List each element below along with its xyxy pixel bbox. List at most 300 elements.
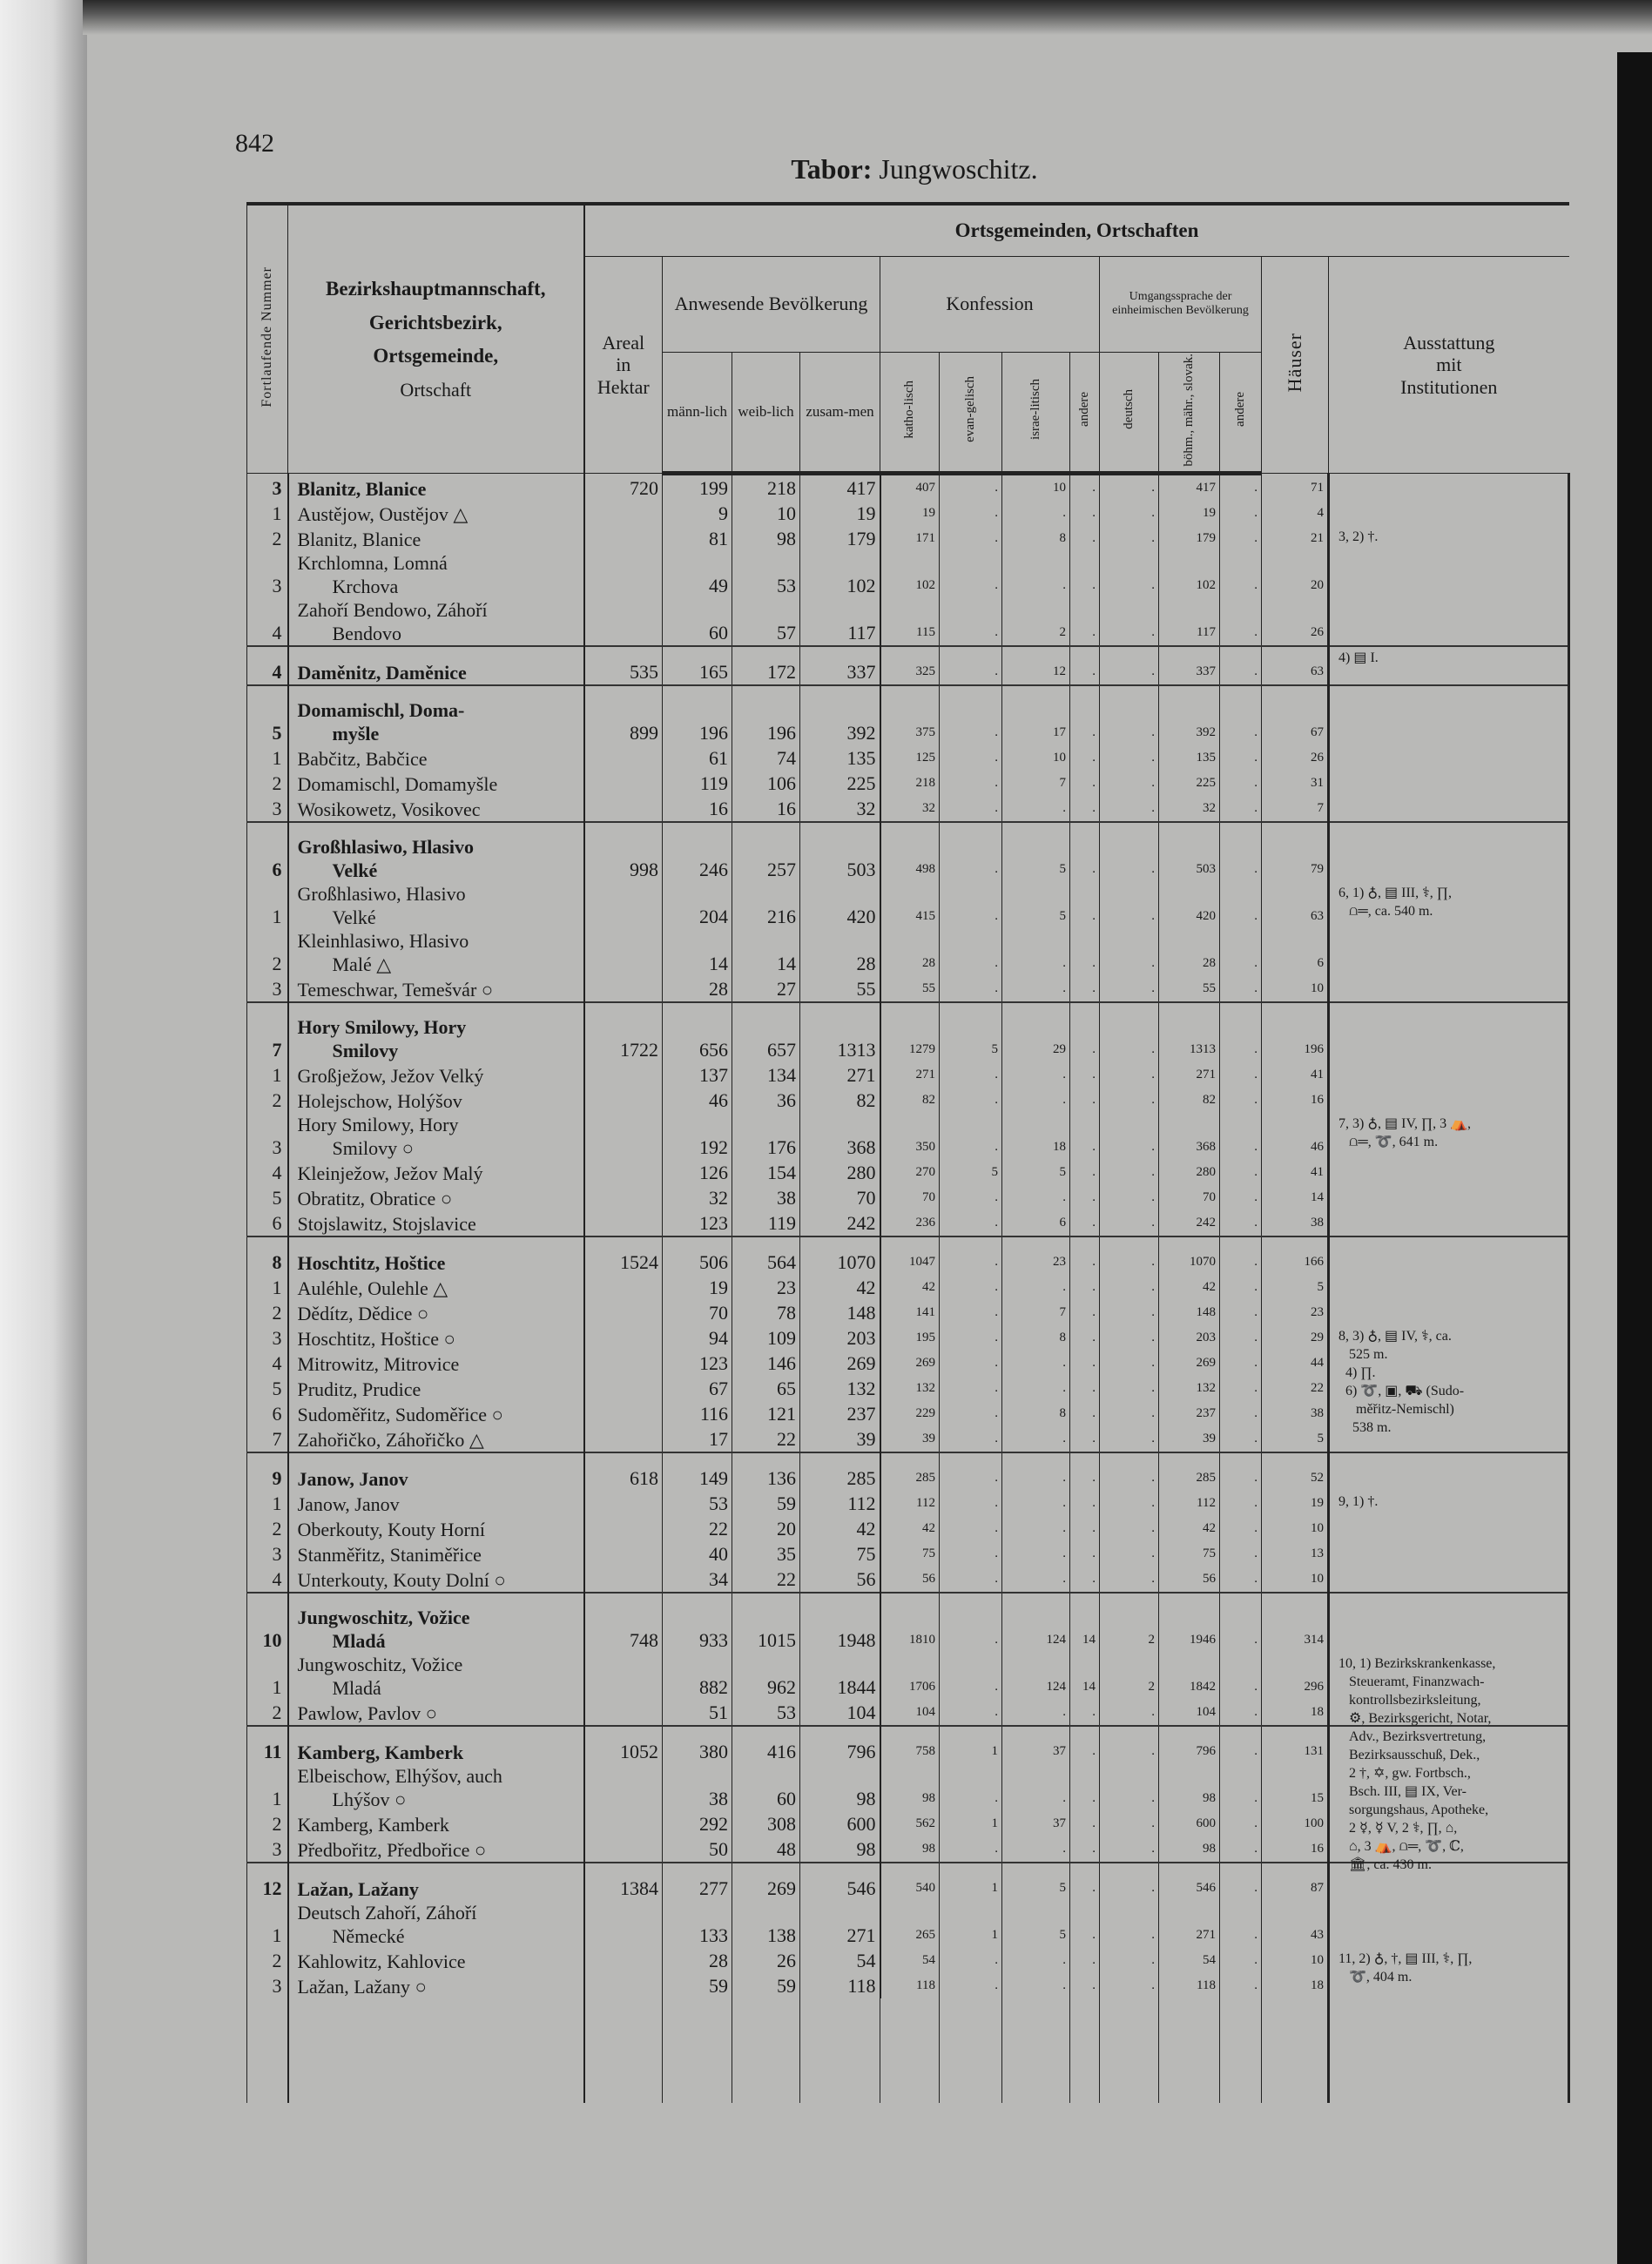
cell-weiblich: 14 — [732, 929, 800, 976]
cell-areal — [584, 1541, 663, 1567]
cell-konf-andere: . — [1070, 976, 1100, 1002]
row-number: 2 — [247, 1700, 288, 1726]
cell-evangelisch: 1 — [940, 1901, 1002, 1948]
cell-evangelisch: . — [940, 796, 1002, 822]
cell-ausstattung — [1329, 1836, 1569, 1863]
cell-areal — [584, 745, 663, 771]
empty-cell — [1329, 1998, 1569, 2103]
table-row-ortsgemeinde — [247, 1593, 1569, 1653]
cell-spr-andere: . — [1220, 598, 1262, 646]
cell-ausstattung — [1329, 1811, 1569, 1836]
place-name — [288, 474, 584, 502]
table-row-ortschaft — [247, 1491, 1569, 1516]
cell-areal — [584, 1113, 663, 1160]
cell-ausstattung — [1329, 929, 1569, 976]
cell-maennlich: 81 — [663, 526, 732, 551]
cell-zusammen: 104 — [800, 1700, 880, 1726]
row-number: 1 — [247, 1062, 288, 1088]
scan-edge-top — [83, 0, 1652, 35]
cell-areal — [584, 1948, 663, 1973]
cell-spr-andere: . — [1220, 1160, 1262, 1185]
cell-katholisch: 75 — [880, 1541, 940, 1567]
cell-haeuser: 18 — [1262, 1700, 1329, 1726]
empty-cell — [663, 1998, 732, 2103]
place-name — [288, 1593, 584, 1653]
place-name-line: Jungwoschitz, Vožice — [297, 1607, 470, 1629]
cell-israelitisch: . — [1002, 1275, 1070, 1300]
table-row-ortschaft — [247, 1948, 1569, 1973]
cell-maennlich: 126 — [663, 1160, 732, 1185]
cell-israelitisch: 6 — [1002, 1210, 1070, 1236]
table-row-ortschaft — [247, 771, 1569, 796]
cell-ausstattung — [1329, 551, 1569, 598]
cell-deutsch: . — [1100, 822, 1159, 882]
cell-zusammen: 135 — [800, 745, 880, 771]
table-row-ortsgemeinde — [247, 474, 1569, 502]
cell-areal — [584, 1901, 663, 1948]
cell-weiblich: 57 — [732, 598, 800, 646]
cell-weiblich: 657 — [732, 1002, 800, 1062]
cell-weiblich: 154 — [732, 1160, 800, 1185]
ausstattung-note: 4) ▤ I. — [1338, 650, 1379, 666]
cell-boehmisch: 42 — [1159, 1275, 1220, 1300]
cell-katholisch: 1279 — [880, 1002, 940, 1062]
cell-konf-andere: . — [1070, 1236, 1100, 1275]
place-name-line: Kamberg, Kamberk — [297, 1814, 449, 1836]
cell-deutsch: . — [1100, 1700, 1159, 1726]
table-row-ortschaft — [247, 501, 1569, 526]
place-name-line: Hoschtitz, Hoštice — [297, 1252, 446, 1275]
cell-katholisch: 1810 — [880, 1593, 940, 1653]
place-name — [288, 1236, 584, 1275]
place-name-line: Lažan, Lažany — [297, 1878, 419, 1901]
table-row-ortschaft — [247, 796, 1569, 822]
cell-areal — [584, 1210, 663, 1236]
place-name-continuation: Velké — [332, 906, 376, 929]
cell-katholisch: 55 — [880, 976, 940, 1002]
cell-konf-andere: . — [1070, 598, 1100, 646]
cell-evangelisch: 1 — [940, 1811, 1002, 1836]
header-spr-andere: andere — [1220, 352, 1262, 474]
cell-israelitisch: . — [1002, 1541, 1070, 1567]
header-deutsch: deutsch — [1100, 352, 1159, 474]
cell-boehmisch: 70 — [1159, 1185, 1220, 1210]
cell-konf-andere: . — [1070, 1351, 1100, 1376]
cell-evangelisch: 5 — [940, 1002, 1002, 1062]
cell-zusammen: 70 — [800, 1185, 880, 1210]
row-number: 6 — [247, 1210, 288, 1236]
cell-deutsch: 2 — [1100, 1653, 1159, 1700]
place-name-line: Temeschwar, Temešvár ○ — [297, 979, 494, 1001]
place-name — [288, 1088, 584, 1113]
place-name — [288, 1062, 584, 1088]
cell-maennlich: 50 — [663, 1836, 732, 1863]
table-row-ortschaft — [247, 1062, 1569, 1088]
cell-israelitisch: 37 — [1002, 1726, 1070, 1764]
cell-deutsch: . — [1100, 501, 1159, 526]
cell-weiblich: 196 — [732, 685, 800, 745]
place-name — [288, 685, 584, 745]
cell-evangelisch: . — [940, 882, 1002, 929]
cell-deutsch: . — [1100, 1376, 1159, 1401]
place-name — [288, 1764, 584, 1811]
header-zusammen: zusam-men — [800, 352, 880, 474]
cell-areal — [584, 1300, 663, 1325]
place-name-line: Janow, Janov — [297, 1493, 400, 1516]
cell-konf-andere: . — [1070, 1401, 1100, 1426]
cell-haeuser: 19 — [1262, 1491, 1329, 1516]
place-name-line: Janow, Janov — [297, 1468, 408, 1491]
place-name — [288, 1516, 584, 1541]
cell-deutsch: . — [1100, 1275, 1159, 1300]
cell-ausstattung — [1329, 745, 1569, 771]
cell-evangelisch: . — [940, 976, 1002, 1002]
cell-ausstattung — [1329, 1236, 1569, 1275]
cell-ausstattung — [1329, 1653, 1569, 1873]
cell-katholisch: 271 — [880, 1062, 940, 1088]
cell-areal: 998 — [584, 822, 663, 882]
cell-maennlich: 196 — [663, 685, 732, 745]
scan-edge-left — [0, 0, 87, 2264]
cell-ausstattung — [1329, 1062, 1569, 1088]
cell-areal — [584, 1376, 663, 1401]
cell-spr-andere: . — [1220, 1973, 1262, 1998]
cell-evangelisch: . — [940, 1653, 1002, 1700]
cell-ausstattung — [1329, 1593, 1569, 1653]
row-number: 5 — [247, 685, 288, 745]
cell-maennlich: 119 — [663, 771, 732, 796]
cell-zusammen: 54 — [800, 1948, 880, 1973]
cell-maennlich: 116 — [663, 1401, 732, 1426]
cell-zusammen: 392 — [800, 685, 880, 745]
cell-deutsch: . — [1100, 771, 1159, 796]
table-header — [247, 204, 1569, 474]
cell-areal — [584, 526, 663, 551]
table-row-ortschaft — [247, 976, 1569, 1002]
cell-israelitisch: . — [1002, 1185, 1070, 1210]
place-name — [288, 526, 584, 551]
header-umgangssprache: Umgangssprache der einheimischen Bevölkerung — [1100, 256, 1262, 352]
cell-ausstattung — [1329, 796, 1569, 822]
scan-edge-right — [1617, 52, 1652, 2264]
empty-cell — [1002, 1998, 1070, 2103]
cell-areal — [584, 882, 663, 929]
cell-spr-andere: . — [1220, 1088, 1262, 1113]
cell-evangelisch: . — [940, 745, 1002, 771]
table-row-ortschaft — [247, 1836, 1569, 1863]
empty-cell — [732, 1998, 800, 2103]
cell-ausstattung — [1329, 822, 1569, 882]
cell-zusammen: 237 — [800, 1401, 880, 1426]
cell-haeuser: 5 — [1262, 1275, 1329, 1300]
cell-maennlich: 506 — [663, 1236, 732, 1275]
cell-evangelisch: . — [940, 1275, 1002, 1300]
cell-spr-andere: . — [1220, 526, 1262, 551]
cell-boehmisch: 368 — [1159, 1113, 1220, 1160]
header-ortsgemeinden: Ortsgemeinden, Ortschaften — [584, 204, 1569, 256]
cell-areal — [584, 1700, 663, 1726]
cell-weiblich: 98 — [732, 526, 800, 551]
cell-areal — [584, 1516, 663, 1541]
cell-israelitisch: . — [1002, 1426, 1070, 1452]
cell-katholisch: 1047 — [880, 1236, 940, 1275]
cell-zusammen: 280 — [800, 1160, 880, 1185]
row-number: 3 — [247, 1113, 288, 1160]
row-number: 3 — [247, 796, 288, 822]
place-name-line: Großhlasiwo, Hlasivo — [297, 883, 466, 906]
cell-deutsch: . — [1100, 685, 1159, 745]
cell-areal — [584, 1491, 663, 1516]
cell-deutsch: . — [1100, 1088, 1159, 1113]
cell-spr-andere: . — [1220, 551, 1262, 598]
place-name — [288, 1325, 584, 1351]
place-name-continuation: Krchova — [332, 576, 399, 598]
cell-areal — [584, 1088, 663, 1113]
place-name — [288, 501, 584, 526]
cell-maennlich: 60 — [663, 598, 732, 646]
cell-zusammen: 225 — [800, 771, 880, 796]
cell-israelitisch: 23 — [1002, 1236, 1070, 1275]
row-number: 2 — [247, 1948, 288, 1973]
table-row-ortschaft — [247, 1160, 1569, 1185]
cell-deutsch: . — [1100, 882, 1159, 929]
cell-areal — [584, 501, 663, 526]
cell-israelitisch: 7 — [1002, 1300, 1070, 1325]
place-name — [288, 1491, 584, 1516]
cell-zusammen: 600 — [800, 1811, 880, 1836]
row-number: 10 — [247, 1593, 288, 1653]
cell-boehmisch: 118 — [1159, 1973, 1220, 1998]
place-name — [288, 646, 584, 685]
cell-haeuser: 31 — [1262, 771, 1329, 796]
cell-ausstattung — [1329, 1901, 1569, 1948]
cell-spr-andere: . — [1220, 771, 1262, 796]
cell-deutsch: . — [1100, 1764, 1159, 1811]
cell-haeuser: 26 — [1262, 745, 1329, 771]
cell-areal — [584, 1275, 663, 1300]
cell-areal: 1052 — [584, 1726, 663, 1764]
row-number: 3 — [247, 551, 288, 598]
cell-weiblich: 38 — [732, 1185, 800, 1210]
cell-haeuser: 41 — [1262, 1062, 1329, 1088]
cell-weiblich: 36 — [732, 1088, 800, 1113]
cell-areal: 618 — [584, 1452, 663, 1491]
cell-weiblich: 308 — [732, 1811, 800, 1836]
cell-konf-andere: . — [1070, 1113, 1100, 1160]
place-name — [288, 1376, 584, 1401]
cell-spr-andere: . — [1220, 1426, 1262, 1452]
cell-konf-andere: . — [1070, 1726, 1100, 1764]
cell-evangelisch: . — [940, 1700, 1002, 1726]
cell-haeuser: 10 — [1262, 1516, 1329, 1541]
cell-boehmisch: 1070 — [1159, 1236, 1220, 1275]
cell-katholisch: 98 — [880, 1764, 940, 1811]
cell-evangelisch: . — [940, 685, 1002, 745]
header-boehmisch: böhm., mähr., slovak. — [1159, 352, 1220, 474]
cell-zusammen: 417 — [800, 474, 880, 502]
cell-konf-andere: . — [1070, 1325, 1100, 1351]
cell-spr-andere: . — [1220, 882, 1262, 929]
cell-zusammen: 420 — [800, 882, 880, 929]
cell-boehmisch: 1313 — [1159, 1002, 1220, 1062]
place-name-line: Holejschow, Holýšov — [297, 1090, 462, 1113]
cell-maennlich: 59 — [663, 1973, 732, 1998]
cell-haeuser: 71 — [1262, 474, 1329, 502]
cell-haeuser: 16 — [1262, 1836, 1329, 1863]
cell-konf-andere: . — [1070, 822, 1100, 882]
place-name-line: Jungwoschitz, Vožice — [297, 1654, 463, 1676]
cell-haeuser: 67 — [1262, 685, 1329, 745]
place-name-line: Domamischl, Doma- — [297, 699, 465, 722]
cell-haeuser: 41 — [1262, 1160, 1329, 1185]
cell-spr-andere: . — [1220, 1541, 1262, 1567]
cell-israelitisch: . — [1002, 1452, 1070, 1491]
place-name-line: Großhlasiwo, Hlasivo — [297, 836, 475, 859]
cell-katholisch: 540 — [880, 1863, 940, 1901]
cell-weiblich: 119 — [732, 1210, 800, 1236]
cell-deutsch: . — [1100, 1160, 1159, 1185]
cell-evangelisch: . — [940, 1351, 1002, 1376]
cell-israelitisch: 10 — [1002, 474, 1070, 502]
cell-zusammen: 28 — [800, 929, 880, 976]
place-name — [288, 551, 584, 598]
cell-evangelisch: . — [940, 551, 1002, 598]
cell-katholisch: 270 — [880, 1160, 940, 1185]
cell-deutsch: . — [1100, 551, 1159, 598]
cell-katholisch: 1706 — [880, 1653, 940, 1700]
cell-israelitisch: . — [1002, 1376, 1070, 1401]
cell-spr-andere: . — [1220, 796, 1262, 822]
cell-areal — [584, 976, 663, 1002]
cell-deutsch: . — [1100, 1351, 1159, 1376]
table-row-ortsgemeinde — [247, 646, 1569, 685]
cell-zusammen: 546 — [800, 1863, 880, 1901]
cell-deutsch: . — [1100, 1973, 1159, 1998]
cell-zusammen: 368 — [800, 1113, 880, 1160]
cell-evangelisch: . — [940, 598, 1002, 646]
cell-haeuser: 196 — [1262, 1002, 1329, 1062]
cell-deutsch: . — [1100, 1062, 1159, 1088]
place-name — [288, 745, 584, 771]
cell-deutsch: . — [1100, 745, 1159, 771]
cell-ausstattung — [1329, 1185, 1569, 1210]
row-number: 1 — [247, 501, 288, 526]
empty-cell — [584, 1998, 663, 2103]
cell-katholisch: 171 — [880, 526, 940, 551]
cell-boehmisch: 112 — [1159, 1491, 1220, 1516]
cell-boehmisch: 135 — [1159, 745, 1220, 771]
cell-katholisch: 236 — [880, 1210, 940, 1236]
place-name-line: Unterkouty, Kouty Dolní ○ — [297, 1569, 506, 1592]
cell-ausstattung — [1329, 1160, 1569, 1185]
cell-evangelisch: . — [940, 822, 1002, 882]
cell-spr-andere: . — [1220, 822, 1262, 882]
header-konfession: Konfession — [880, 256, 1100, 352]
place-name — [288, 1160, 584, 1185]
place-name-line: Kahlowitz, Kahlovice — [297, 1951, 466, 1973]
cell-konf-andere: . — [1070, 1700, 1100, 1726]
cell-maennlich: 38 — [663, 1764, 732, 1811]
cell-katholisch: 112 — [880, 1491, 940, 1516]
cell-israelitisch: 8 — [1002, 1325, 1070, 1351]
ausstattung-note: 6, 1) ♁, ▤ III, ⚕, ∏, ⩍═, ca. 540 m. — [1338, 886, 1452, 920]
cell-spr-andere: . — [1220, 1764, 1262, 1811]
cell-israelitisch: . — [1002, 1700, 1070, 1726]
cell-spr-andere: . — [1220, 1948, 1262, 1973]
cell-katholisch: 141 — [880, 1300, 940, 1325]
place-name-line: Kamberg, Kamberk — [297, 1742, 464, 1764]
cell-spr-andere: . — [1220, 474, 1262, 502]
cell-ausstattung — [1329, 1700, 1569, 1726]
cell-boehmisch: 417 — [1159, 474, 1220, 502]
cell-zusammen: 102 — [800, 551, 880, 598]
cell-weiblich: 35 — [732, 1541, 800, 1567]
cell-spr-andere: . — [1220, 1653, 1262, 1700]
cell-areal: 899 — [584, 685, 663, 745]
cell-haeuser: 38 — [1262, 1401, 1329, 1426]
cell-katholisch: 375 — [880, 685, 940, 745]
table-body — [247, 474, 1569, 2104]
table-row-ortsgemeinde — [247, 1002, 1569, 1062]
empty-cell — [1070, 1998, 1100, 2103]
cell-deutsch: . — [1100, 1491, 1159, 1516]
cell-deutsch: 2 — [1100, 1593, 1159, 1653]
cell-haeuser: 7 — [1262, 796, 1329, 822]
cell-boehmisch: 285 — [1159, 1452, 1220, 1491]
cell-zusammen: 1313 — [800, 1002, 880, 1062]
cell-zusammen: 148 — [800, 1300, 880, 1325]
cell-israelitisch: . — [1002, 1088, 1070, 1113]
cell-ausstattung — [1329, 1948, 1569, 1985]
cell-haeuser: 10 — [1262, 1948, 1329, 1973]
cell-zusammen: 796 — [800, 1726, 880, 1764]
cell-haeuser: 63 — [1262, 882, 1329, 929]
cell-haeuser: 26 — [1262, 598, 1329, 646]
cell-katholisch: 407 — [880, 474, 940, 502]
title-district: Tabor: — [791, 153, 873, 185]
table-row-ortschaft — [247, 598, 1569, 646]
cell-maennlich: 656 — [663, 1002, 732, 1062]
cell-evangelisch: . — [940, 1088, 1002, 1113]
row-number: 1 — [247, 1764, 288, 1811]
cell-evangelisch: . — [940, 771, 1002, 796]
table-row-ortschaft — [247, 1275, 1569, 1300]
cell-evangelisch: . — [940, 526, 1002, 551]
place-name — [288, 1901, 584, 1948]
row-number: 1 — [247, 1275, 288, 1300]
header-nr: Fortlaufende Nummer — [247, 204, 288, 474]
cell-katholisch: 758 — [880, 1726, 940, 1764]
cell-deutsch: . — [1100, 1325, 1159, 1351]
place-name-line: Předbořitz, Předbořice ○ — [297, 1839, 487, 1862]
place-name — [288, 1113, 584, 1160]
cell-ausstattung — [1329, 1088, 1569, 1113]
cell-deutsch: . — [1100, 1863, 1159, 1901]
place-name — [288, 1726, 584, 1764]
empty-cell — [940, 1998, 1002, 2103]
cell-katholisch: 42 — [880, 1275, 940, 1300]
cell-maennlich: 165 — [663, 646, 732, 685]
cell-haeuser: 10 — [1262, 976, 1329, 1002]
cell-weiblich: 10 — [732, 501, 800, 526]
cell-evangelisch: . — [940, 501, 1002, 526]
cell-evangelisch: . — [940, 1236, 1002, 1275]
cell-katholisch: 498 — [880, 822, 940, 882]
cell-evangelisch: . — [940, 474, 1002, 502]
place-name — [288, 1541, 584, 1567]
place-name-line: Kleinhlasiwo, Hlasivo — [297, 930, 469, 953]
place-name-line: Zahořičko, Záhořičko △ — [297, 1429, 484, 1452]
